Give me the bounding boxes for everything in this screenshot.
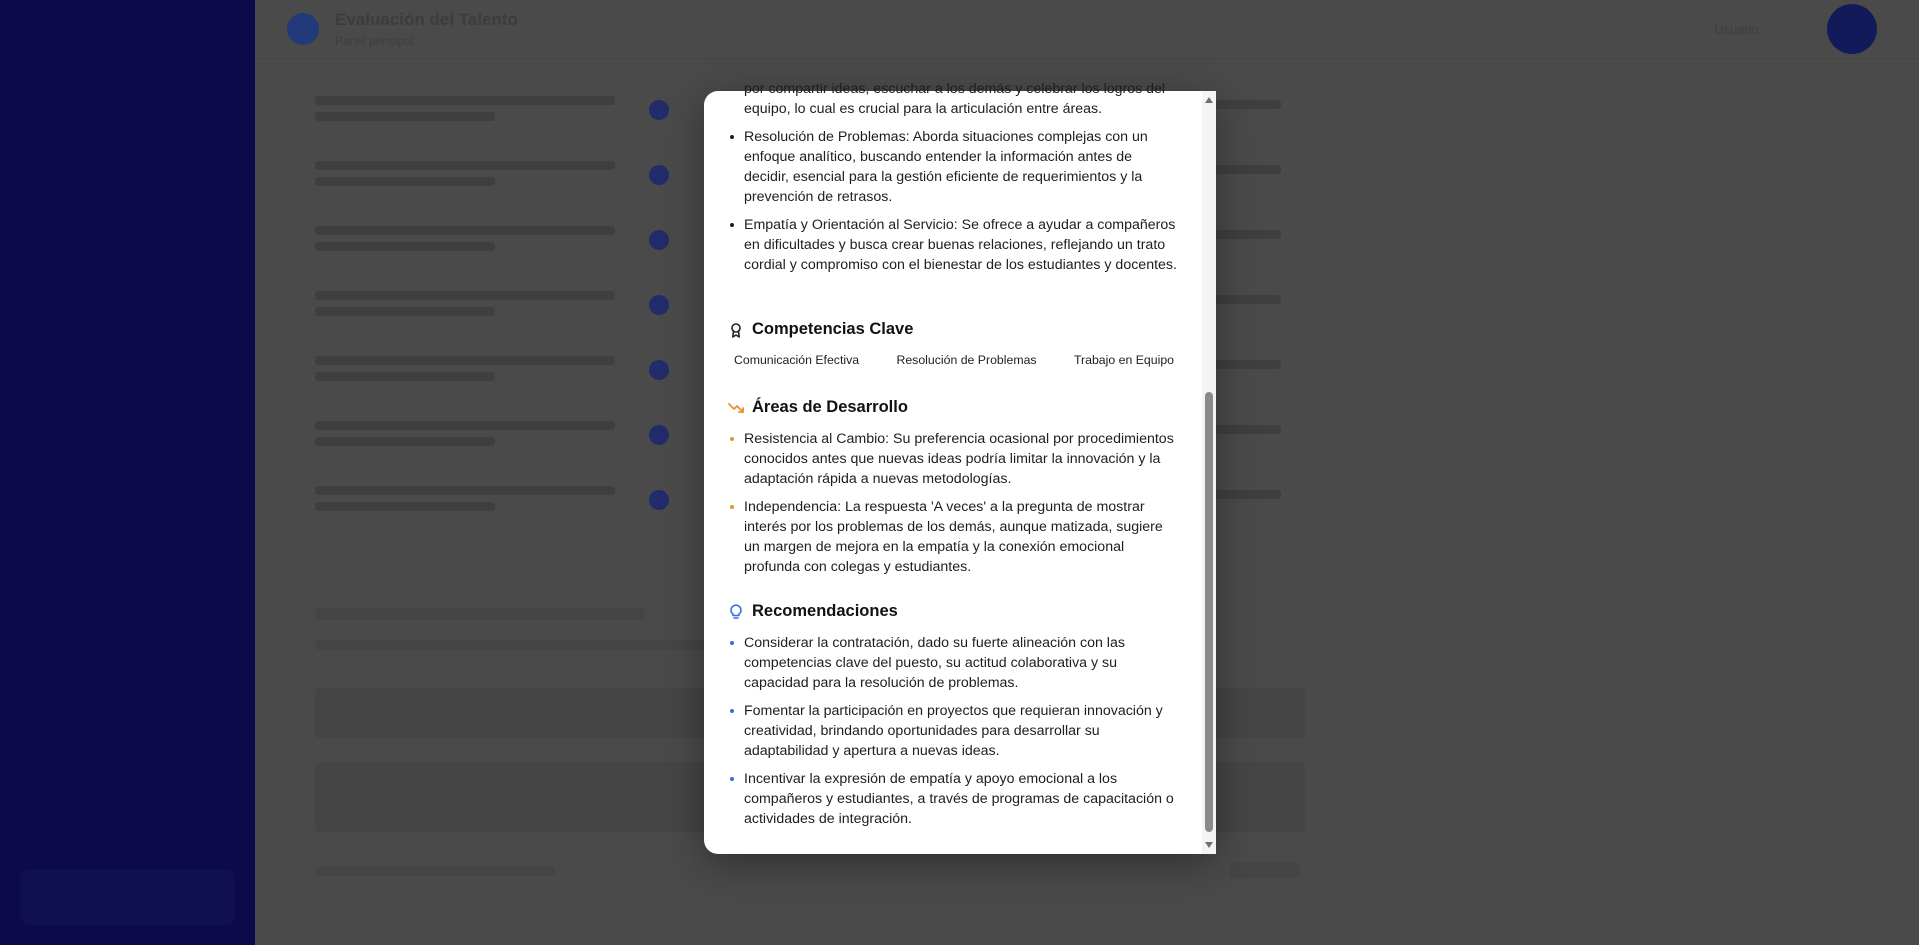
key-competencies-section: [728, 320, 1180, 367]
scroll-up-icon[interactable]: [1205, 97, 1213, 103]
list-item: por compartir ideas, escuchar a los demás y celebrar los logros del equipo, lo cual es crucial para la articulación entre áreas.: [744, 81, 1166, 117]
competency-chip: Trabajo en Equipo: [1073, 353, 1174, 367]
list-item: Incentivar la expresión de empatía y apoyo emocional a los compañeros y estudiantes, a través de programas de capacitación o actividades de integración.: [728, 769, 1180, 829]
app-title: Evaluación del Talento: [335, 10, 518, 29]
scrollbar-thumb[interactable]: [1205, 392, 1213, 832]
user-label: Usuario: [1714, 22, 1759, 37]
competency-chip: Resolución de Problemas: [896, 353, 1037, 367]
competency-chip: Comunicación Efectiva: [734, 353, 860, 367]
evaluation-report-modal: [704, 81, 1216, 854]
list-item: Empatía y Orientación al Servicio: Se ofrece a ayudar a compañeros en dificultades y busca crear buenas relaciones, reflejando un trato cordial y compromiso con el bienestar de los estudiantes y docentes.: [728, 215, 1180, 275]
list-item: Fomentar la participación en proyectos que requieran innovación y creatividad, brindando oportunidades para desarrollar su adaptabilidad y apertura a nuevas ideas.: [728, 701, 1180, 761]
competency-chips: [728, 353, 1180, 367]
app-subtitle: Panel principal: [335, 34, 414, 48]
recommendations-title: Recomendaciones: [728, 602, 1180, 621]
strengths-list: [728, 79, 1180, 283]
development-areas-section: [728, 398, 1180, 585]
lightbulb-icon: [728, 604, 744, 620]
award-icon: [728, 322, 744, 338]
scroll-down-icon[interactable]: [1205, 842, 1213, 848]
trend-down-icon: [728, 400, 744, 416]
list-item: Considerar la contratación, dado su fuerte alineación con las competencias clave del puesto, su actitud colaborativa y su capacidad para la resolución de problemas.: [728, 633, 1180, 693]
key-competencies-title: Competencias Clave: [728, 320, 1180, 339]
list-item: Resolución de Problemas: Aborda situaciones complejas con un enfoque analítico, buscando entender la información antes de decidir, esencial para la gestión eficiente de requerimientos y la prevención de retrasos.: [728, 127, 1180, 207]
list-item: Independencia: La respuesta 'A veces' a la pregunta de mostrar interés por los problemas de los demás, aunque matizada, sugiere un margen de mejora en la empatía y la conexión emocional profunda con colegas y estudiantes.: [728, 497, 1180, 577]
development-areas-title: Áreas de Desarrollo: [728, 398, 1180, 417]
recommendations-section: [728, 602, 1180, 837]
recommendations-list: [728, 633, 1180, 829]
development-areas-list: [728, 429, 1180, 577]
modal-scrollbar[interactable]: [1202, 91, 1216, 854]
list-item: Resistencia al Cambio: Su preferencia ocasional por procedimientos conocidos antes que nuevas ideas podría limitar la innovación y la adaptación rápida a nuevas metodologías.: [728, 429, 1180, 489]
